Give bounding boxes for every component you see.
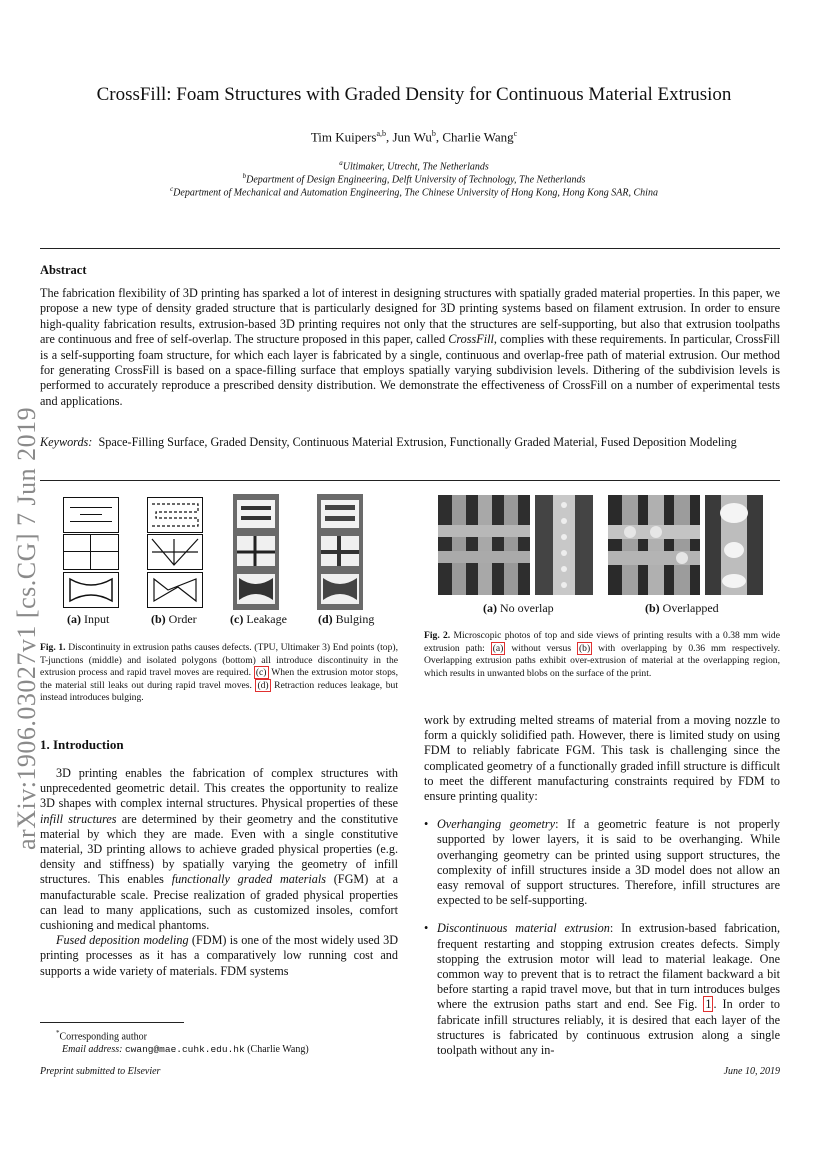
- abstract-text: The fabrication flexibility of 3D printing has sparked a lot of interest in designing structures with spatially graded material properties. In this paper, we propose a new type of density graded structure that is particularly designed for 3D printing systems based on filament extrusion. In order to ensure high-quality fabrication results, extrusion-based 3D printing requires not only that the structures are self-supporting, but also that extrusion toolpaths are continuous and free of self-overlap. The structure proposed in this paper, called CrossFill, complies with these requirements. In particular, CrossFill is a self-supporting foam structure, for which each layer is fabricated by a single, continuous and overlap-free path of material extrusion. Our method for generating CrossFill is based on a space-filling surface that employs spatially varying subdivision levels. Dithering of the subdivision levels is performed to accurately reproduce a prescribed density distribution. We demonstrate the effectiveness of CrossFill on a number of experimental tests and applications.: [40, 286, 781, 408]
- intro-paragraph: 3D printing enables the fabrication of complex structures with unprecedented geometric detail. This creates the opportunity to realize 3D shapes with complex internal structures. Physical properties of these infill structures are determined by their geometry and the constitutive material by which they are made. Even with a single constitutive material, 3D printing allows to achieve graded physical properties (e.g. density and stiffness) by spatially varying the geometry of infill structures. This enables functionally graded materials (FGM) at a manufacturable scale. Precise realization of graded physical properties can lead to many applications, such as customized insoles, comfort cushioning and medical phantoms.: [40, 766, 398, 933]
- affiliation: $^c$Department of Mechanical and Automation Engineering, The Chinese University of Hong Kong, Hong Kong SAR, China: [170, 185, 658, 199]
- rule-top: [40, 248, 780, 249]
- fig1-subcaption-c: (c) Leakage: [230, 612, 287, 626]
- fig1-caption: Fig. 1. Discontinuity in extrusion paths causes defects. (TPU, Ultimaker 3) End points (top), T-junctions (middle) and isolated polygons (bottom) all introduce discontinuity in the extrusion process and rapid travel moves are required. (c) When the extrusion motor stops, the material still leaks out during rapid travel moves. (d) Retraction reduces leakage, but instead introduces bulging.: [40, 642, 398, 704]
- fig-ref-link[interactable]: (b): [578, 642, 591, 654]
- fig2-subcaption-b: (b) Overlapped: [645, 601, 719, 615]
- author-sup: b: [431, 129, 436, 138]
- intro-right-column: [424, 713, 780, 1058]
- keywords: Keywords: Space-Filling Surface, Graded Density, Continuous Material Extrusion, Functionally Graded Material, Fused Deposition Modeling: [40, 435, 737, 449]
- keywords-label: Keywords:: [40, 435, 93, 449]
- author-sup: a,b: [376, 129, 386, 138]
- author-name: Jun Wu: [392, 129, 432, 145]
- fig1-subcaption-a: (a) Input: [67, 612, 110, 626]
- fig-ref-link[interactable]: 1: [705, 997, 712, 1012]
- bulging-photo: [317, 494, 363, 610]
- order-shape-bottom: [147, 572, 203, 608]
- intro-paragraph: work by extruding melted streams of material from a moving nozzle to form a quickly solidified path. However, there is limited study on using FDM to reliably fabricate FGM. This task is challenging since the complicated geometry of a functionally graded infill structure is difficult to meet the different manufacturing constraints required by FDM to ensure printing quality:: [424, 713, 780, 804]
- fig2-caption: Fig. 2. Microscopic photos of top and side views of printing results with a 0.38 mm wide extrusion path: (a) without versus (b) with overlapping by 0.36 mm respectively. Overlapping extrusion paths exhibit over-extrusion of material at the overlapping region, which results in unwanted blobs on the surface of the print.: [424, 630, 780, 679]
- email-link[interactable]: cwang@mae.cuhk.edu.hk: [124, 1044, 245, 1056]
- order-shape-top: [147, 497, 203, 533]
- intro-left-column: [40, 766, 398, 979]
- side-view-overlapped: [705, 495, 763, 595]
- top-view-no-overlap: [438, 495, 530, 595]
- fig1-subcaption-d: (d) Bulging: [318, 612, 375, 626]
- input-shape-bottom: [63, 572, 119, 608]
- footnote: *Corresponding author Email address: cwang@mae.cuhk.edu.hk (Charlie Wang): [56, 1029, 309, 1056]
- intro-paragraph: Fused deposition modeling (FDM) is one of the most widely used 3D printing processes as it has a comparatively low running cost and supports a wide variety of materials. FDM systems: [40, 933, 398, 978]
- fig2-subcaption-a: (a) No overlap: [483, 601, 554, 615]
- top-view-overlapped: [608, 495, 700, 595]
- list-item: • Discontinuous material extrusion: In extrusion-based fabrication, frequent restarting and stopping extrusion creates defects. Simply stopping the extrusion motor will lead to material leakage. One common way to prevent that is to retract the filament backward a bit before starting a rapid travel move, but that in turn introduces bulges where the extrusion paths start and end. See Fig. 1 . In order to fabricate infill structures reliably, it is desired that each layer of the structures is fabricated by continuous extrusion along a single toolpath without any in-: [424, 921, 780, 1058]
- fig1-subcaption-b: (b) Order: [151, 612, 197, 626]
- affiliation: $^b$Department of Design Engineering, Delft University of Technology, The Netherlands: [242, 172, 586, 186]
- author-sup: c: [513, 129, 518, 138]
- fig-ref-link[interactable]: (c): [255, 667, 267, 679]
- rule-keywords: [40, 480, 780, 481]
- author-list: Tim Kuipers$^{a,b}$, Jun Wu$^b$, Charlie Wang$^c$: [310, 129, 518, 145]
- footer-date: June 10, 2019: [723, 1066, 780, 1077]
- leakage-photo: [233, 494, 279, 610]
- section-heading-introduction: 1. Introduction: [40, 737, 124, 752]
- fig-ref-link[interactable]: (d): [257, 679, 269, 691]
- author-name: Tim Kuipers: [310, 129, 377, 145]
- arxiv-stamp: arXiv:1906.03027v1 [cs.CG] 7 Jun 2019: [12, 406, 41, 850]
- figure-2-image: [438, 495, 783, 595]
- abstract-heading: Abstract: [40, 263, 87, 277]
- order-shape-middle: [147, 534, 203, 570]
- bullet-list: [424, 817, 780, 1058]
- figure-1-image: [55, 492, 385, 612]
- input-shape-top: [63, 497, 119, 533]
- affiliation: $^a$Ultimaker, Utrecht, The Netherlands: [339, 159, 489, 173]
- input-shape-middle: [63, 534, 119, 570]
- list-item: • Overhanging geometry: If a geometric feature is not properly supported by lower layers, it is said to be overhanging. While overhanging geometry can be printed using support structures, the complexity of infill structures inside a 3D model does not allow an easy removal of support structures. Therefore, infill structures are expected to be self-supporting.: [424, 817, 780, 908]
- side-view-no-overlap: [535, 495, 593, 595]
- footer-left: Preprint submitted to Elsevier: [40, 1066, 161, 1077]
- footnote-rule: [40, 1022, 184, 1023]
- author-name: Charlie Wang: [442, 129, 514, 145]
- fig-ref-link[interactable]: (a): [492, 642, 504, 654]
- paper-title: CrossFill: Foam Structures with Graded Density for Continuous Material Extrusion: [96, 84, 732, 105]
